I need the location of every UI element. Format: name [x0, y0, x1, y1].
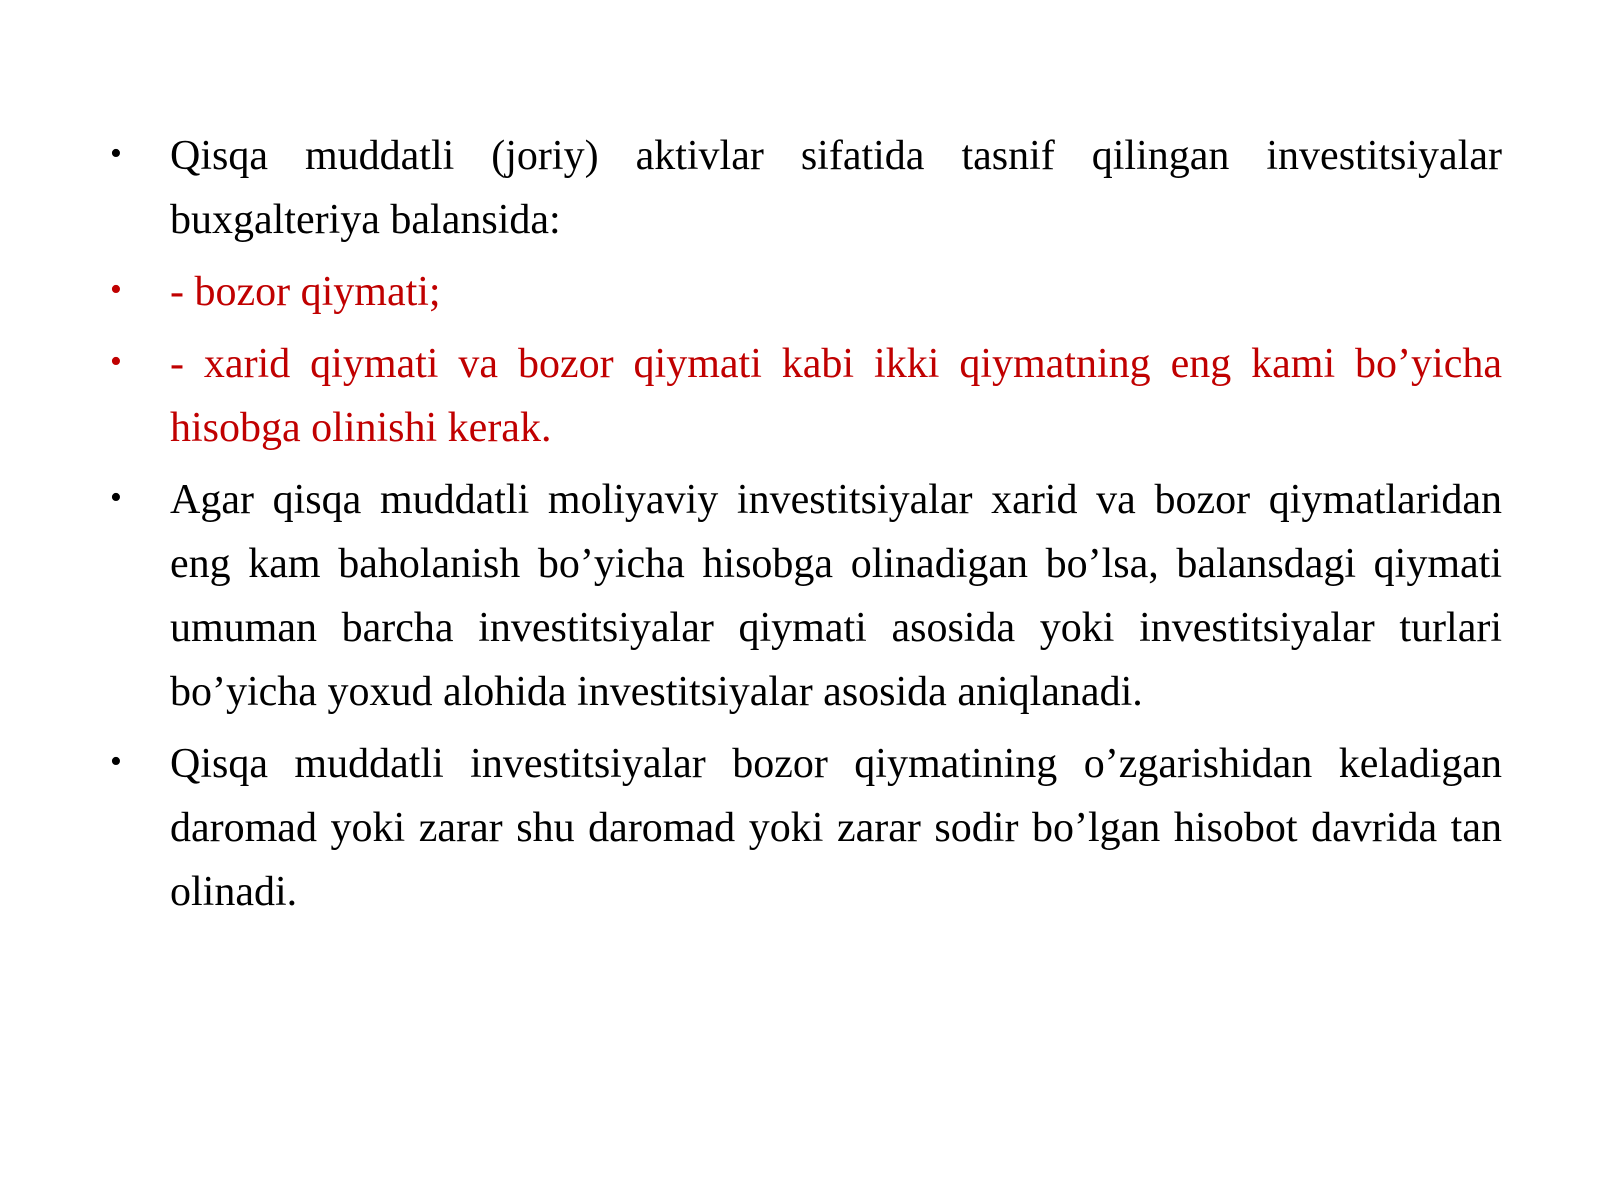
bullet-list — [110, 124, 1502, 932]
bullet-icon: • — [110, 343, 122, 380]
bullet-item-classification — [110, 124, 1502, 252]
bullet-icon: • — [110, 271, 122, 308]
bullet-text: Agar qisqa muddatli moliyaviy investitsiyalar xarid va bozor qiymatlaridan eng kam baholanish bo’yicha hisobga olinadigan bo’lsa, balansdagi qiymati umuman barcha investitsiyalar qiymati asosida yoki investitsiyalar turlari bo’yicha yoxud alohida investitsiyalar asosida aniqlanadi. — [170, 477, 1502, 715]
bullet-text: - bozor qiymati; — [170, 269, 441, 315]
bullet-icon: • — [110, 135, 122, 172]
bullet-text: - xarid qiymati va bozor qiymati kabi ikki qiymatning eng kami bo’yicha hisobga olinishi kerak. — [170, 341, 1502, 451]
bullet-item-lower-of-cost — [110, 332, 1502, 460]
bullet-icon: • — [110, 743, 122, 780]
bullet-item-market-value — [110, 260, 1502, 324]
bullet-item-balance-value — [110, 468, 1502, 724]
bullet-text: Qisqa muddatli investitsiyalar bozor qiymatining o’zgarishidan keladigan daromad yoki zarar shu daromad yoki zarar sodir bo’lgan hisobot davrida tan olinadi. — [170, 741, 1502, 915]
bullet-text: Qisqa muddatli (joriy) aktivlar sifatida tasnif qilingan investitsiyalar buxgalteriya balansida: — [170, 133, 1502, 243]
bullet-item-income-recognition — [110, 732, 1502, 924]
bullet-icon: • — [110, 479, 122, 516]
